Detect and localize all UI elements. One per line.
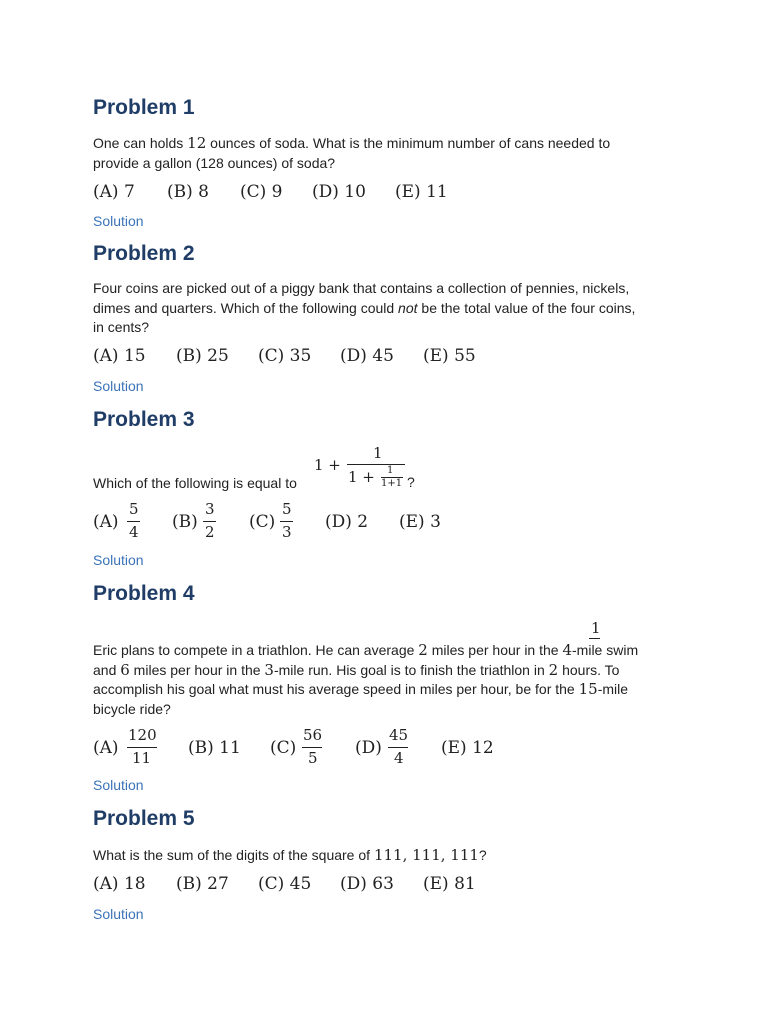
- problem-3-choice-c-bar: [280, 521, 293, 522]
- problem-4-statement: Eric plans to compete in a triathlon. He can average 2 miles per hour in the 4-mile swim and 6 miles per hour in the 3-mile run. His goal is to finish the triathlon in 2 hours. To accomplish his goal what must his average speed in miles per hour, be for the 15-mile bicycle ride?: [93, 641, 639, 717]
- problem-4-choice-e: (E) 12: [441, 738, 494, 758]
- problem-3-choice-a-label: (A): [93, 512, 119, 532]
- problem-2-statement: Four coins are picked out of a piggy bank that contains a collection of pennies, nickels, dimes and quarters. Which of the following could not be the total value of the four coins, in cents?: [93, 280, 636, 335]
- problem-5-choice-b: (B) 27: [176, 874, 229, 894]
- expr-one-plus: 1 +: [314, 456, 341, 474]
- problem-1-choice-d: (D) 10: [312, 182, 366, 202]
- expr-denominator-one-plus: 1 +: [348, 468, 375, 486]
- problem-3-solution-link[interactable]: Solution: [93, 552, 144, 568]
- problem-3-choice-a-num: 5: [129, 500, 139, 518]
- problem-1-statement: One can holds 12 ounces of soda. What is the minimum number of cans needed to provide a gallon (128 ounces) of soda?: [93, 134, 611, 171]
- problem-3-choice-c-den: 3: [282, 523, 292, 541]
- problem-1-choice-a: (A) 7: [93, 182, 135, 202]
- problem-4-choice-d-label: (D): [355, 738, 382, 758]
- problem-4-choices: [93, 726, 513, 770]
- problem-4-title: Problem 4: [93, 582, 195, 605]
- problem-2-choice-e: (E) 55: [423, 346, 476, 366]
- expr-inner-denominator: 1+1: [381, 478, 403, 489]
- problem-4-choice-a-label: (A): [93, 738, 119, 758]
- problem-3-choices: [93, 500, 513, 544]
- problem-5-choice-a: (A) 18: [93, 874, 146, 894]
- problem-4-choice-c-num: 56: [303, 726, 323, 744]
- problem-2-choice-d: (D) 45: [340, 346, 394, 366]
- problem-3-choice-a-bar: [127, 521, 140, 522]
- problem-3-choice-b-label: (B): [172, 512, 198, 532]
- expr-question-mark: ?: [407, 474, 415, 490]
- problem-4-choice-d-num: 45: [389, 726, 409, 744]
- problem-3-statement: Which of the following is equal to: [93, 475, 297, 491]
- problem-2-solution-link[interactable]: Solution: [93, 378, 144, 394]
- problem-5-statement: What is the sum of the digits of the square of 111, 111, 111?: [93, 846, 487, 864]
- problem-3-title: Problem 3: [93, 408, 195, 431]
- problem-3-choice-a-den: 4: [129, 523, 139, 541]
- problem-3-choice-b-den: 2: [205, 523, 215, 541]
- problem-3-choice-d: (D) 2: [325, 512, 369, 532]
- problem-1-solution-link[interactable]: Solution: [93, 213, 144, 229]
- problem-1-choice-c: (C) 9: [240, 182, 283, 202]
- problem-2-choice-a: (A) 15: [93, 346, 146, 366]
- problem-5-solution-link[interactable]: Solution: [93, 906, 144, 922]
- problem-1-title: Problem 1: [93, 96, 195, 119]
- problem-4-choice-c-bar: [302, 747, 322, 748]
- problem-4-choice-a-num: 120: [128, 726, 157, 744]
- problem-3-expression: [314, 444, 424, 494]
- problem-5-choice-c: (C) 45: [258, 874, 312, 894]
- problem-1-choice-b: (B) 8: [167, 182, 209, 202]
- problem-3-choice-e: (E) 3: [399, 512, 441, 532]
- problem-3-choice-b-num: 3: [205, 500, 215, 518]
- problem-5-title: Problem 5: [93, 807, 195, 830]
- expr-inner-numerator: 1: [387, 465, 394, 476]
- problem-4-frac-num: 1: [591, 619, 601, 637]
- problem-4-choice-a-den: 11: [132, 749, 152, 767]
- problem-2-choice-b: (B) 25: [176, 346, 229, 366]
- problem-5-choice-e: (E) 81: [423, 874, 476, 894]
- problem-4-choice-a-bar: [127, 747, 157, 748]
- problem-4-choice-d-bar: [388, 747, 408, 748]
- problem-3-choice-c-label: (C): [249, 512, 276, 532]
- expr-main-fraction-bar: [347, 464, 405, 465]
- problem-2-title: Problem 2: [93, 242, 195, 265]
- problem-4-solution-link[interactable]: Solution: [93, 777, 144, 793]
- problem-5-choice-d: (D) 63: [340, 874, 394, 894]
- problem-3-choice-c-num: 5: [282, 500, 292, 518]
- problem-4-frac-bar: [589, 638, 600, 639]
- problem-4-choice-c-den: 5: [308, 749, 318, 767]
- problem-4-choice-d-den: 4: [394, 749, 404, 767]
- problem-3-choice-b-bar: [203, 521, 216, 522]
- problem-4-choice-b: (B) 11: [188, 738, 241, 758]
- expr-main-numerator: 1: [373, 444, 383, 462]
- problem-4-frac-den: 4: [562, 641, 573, 659]
- problem-4-choice-c-label: (C): [270, 738, 297, 758]
- problem-2-choice-c: (C) 35: [258, 346, 312, 366]
- problem-1-choice-e: (E) 11: [395, 182, 448, 202]
